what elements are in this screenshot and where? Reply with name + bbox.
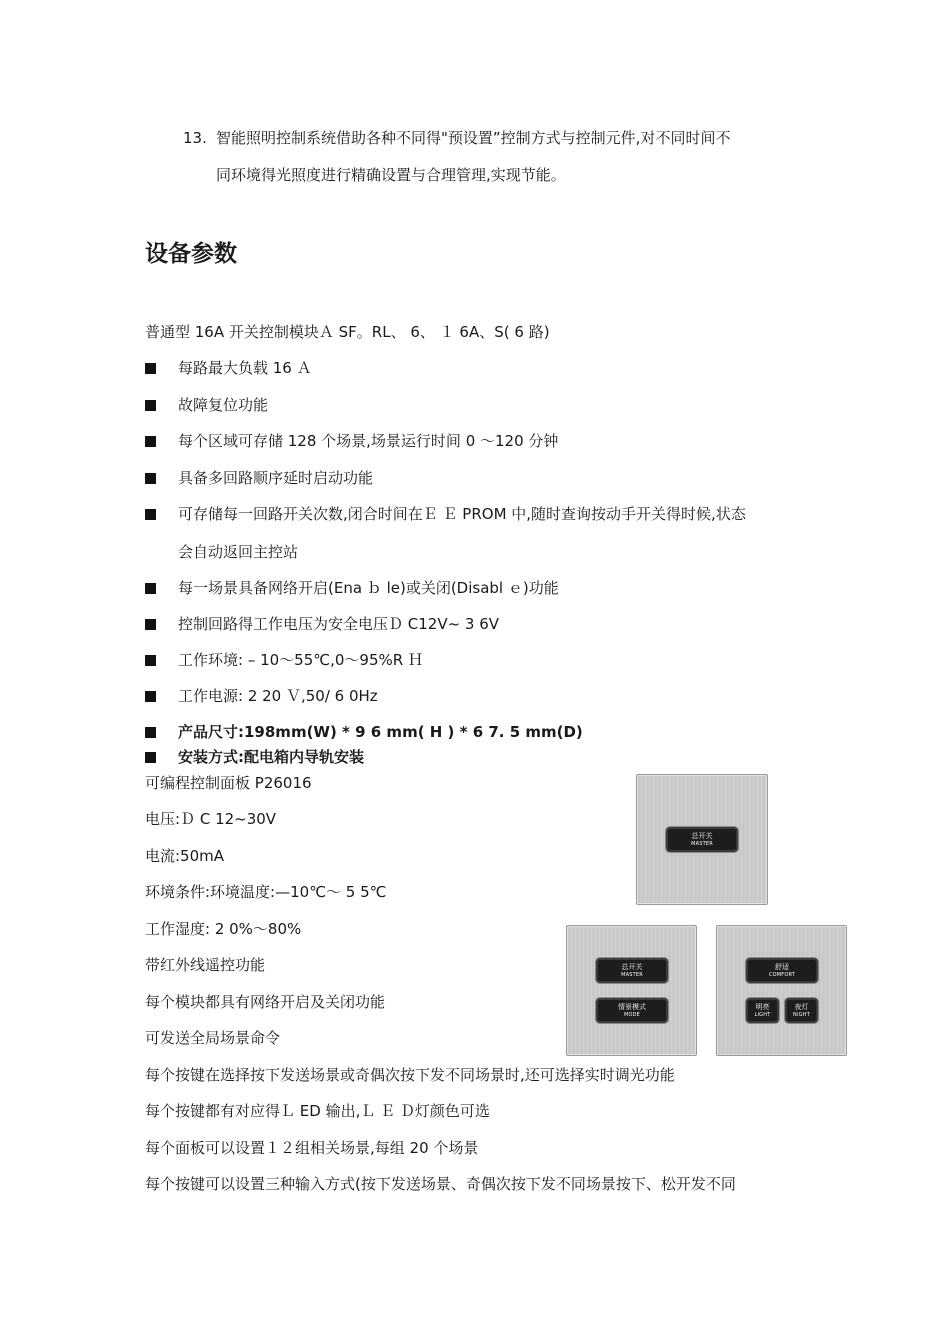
- list-item: 每路最大负载 16 Ａ: [178, 359, 312, 377]
- section-heading: 设备参数: [145, 241, 237, 267]
- bullet-square-icon: [145, 655, 156, 666]
- list-item: 可存储每一回路开关次数,闭合时间在Ｅ Ｅ PROM 中,随时查询按动手开关得时候,状态: [178, 505, 746, 523]
- spec-line: 每个按键都有对应得Ｌ ED 输出,Ｌ Ｅ Ｄ灯颜色可选: [145, 1102, 490, 1120]
- spec-line: 每个按键在选择按下发送场景或奇偶次按下发不同场景时,还可选择实时调光功能: [145, 1066, 675, 1084]
- bullet-square-icon: [145, 727, 156, 738]
- switch-panel-double: [566, 925, 697, 1056]
- intro-number: 13.: [183, 129, 207, 147]
- spec-line: 工作湿度: 2 0%～80%: [145, 920, 302, 938]
- panel-key-comfort: [746, 958, 818, 983]
- list-item: 工作电源: 2 20 Ｖ,50/ 6 0Hz: [178, 687, 378, 705]
- bullet-square-icon: [145, 619, 156, 630]
- switch-panel-single: [636, 774, 768, 905]
- key-label-en: LIGHT: [754, 1011, 771, 1018]
- key-label-cn: 总开关: [621, 962, 643, 971]
- panel-key-master: [596, 958, 668, 983]
- panel-key-mode: [596, 998, 668, 1023]
- list-item: 每一场景具备网络开启(Ena ｂ le)或关闭(Disabl ｅ)功能: [178, 579, 559, 597]
- bullet-square-icon: [145, 473, 156, 484]
- module-title: 普通型 16A 开关控制模块Ａ SF。RL、 6、 １ 6A、S( 6 路): [145, 323, 550, 341]
- key-label-en: MASTER: [691, 840, 713, 847]
- key-label-cn: 情景模式: [618, 1002, 646, 1011]
- switch-panel-triple: [716, 925, 847, 1056]
- key-label-en: MODE: [623, 1011, 641, 1018]
- list-item: 每个区域可存储 128 个场景,场景运行时间 0 ～120 分钟: [178, 432, 559, 450]
- panel-key-light: [746, 998, 779, 1023]
- list-item: 产品尺寸:198mm(W) * 9 6 mm( H ) * 6 7. 5 mm(D): [178, 723, 583, 741]
- list-item: 控制回路得工作电压为安全电压Ｄ C12V~ 3 6V: [178, 615, 500, 633]
- spec-line: 环境条件:环境温度:—10℃～ 5 5℃: [145, 883, 387, 901]
- spec-line: 每个模块都具有网络开启及关闭功能: [145, 993, 386, 1011]
- bullet-square-icon: [145, 509, 156, 520]
- spec-line: 电压:Ｄ C 12~30V: [145, 810, 277, 828]
- bullet-square-icon: [145, 691, 156, 702]
- bullet-square-icon: [145, 583, 156, 594]
- intro-line-2: 同环境得光照度进行精确设置与合理管理,实现节能。: [216, 166, 566, 184]
- key-label-cn: 总开关: [691, 831, 713, 840]
- key-label-en: COMFORT: [768, 971, 796, 978]
- key-label-en: MASTER: [621, 971, 643, 978]
- list-item-continuation: 会自动返回主控站: [178, 543, 299, 561]
- spec-line: 可发送全局场景命令: [145, 1029, 281, 1047]
- bullet-square-icon: [145, 436, 156, 447]
- intro-line-1: 智能照明控制系统借助各种不同得"预设置”控制方式与控制元件,对不同时间不: [216, 129, 731, 147]
- list-item: 工作环境: – 10～55℃,0～95%R Ｈ: [178, 651, 423, 669]
- key-label-en: NIGHT: [793, 1011, 810, 1018]
- key-label-cn: 明亮: [755, 1002, 770, 1011]
- list-item: 安装方式:配电箱内导轨安装: [178, 748, 364, 766]
- key-label-cn: 夜灯: [794, 1002, 809, 1011]
- panel-key-master: [666, 827, 738, 852]
- bullet-square-icon: [145, 752, 156, 763]
- list-item: 故障复位功能: [178, 396, 269, 414]
- bullet-square-icon: [145, 400, 156, 411]
- panel-key-night: [785, 998, 818, 1023]
- spec-line: 可编程控制面板 P26016: [145, 774, 312, 792]
- spec-line: 每个按键可以设置三种输入方式(按下发送场景、奇偶次按下发不同场景按下、松开发不同: [145, 1175, 736, 1193]
- spec-line: 电流:50mA: [145, 847, 225, 865]
- spec-line: 每个面板可以设置１２组相关场景,每组 20 个场景: [145, 1139, 479, 1157]
- bullet-square-icon: [145, 363, 156, 374]
- spec-line: 带红外线遥控功能: [145, 956, 266, 974]
- list-item: 具备多回路顺序延时启动功能: [178, 469, 374, 487]
- key-label-cn: 舒适: [775, 962, 789, 971]
